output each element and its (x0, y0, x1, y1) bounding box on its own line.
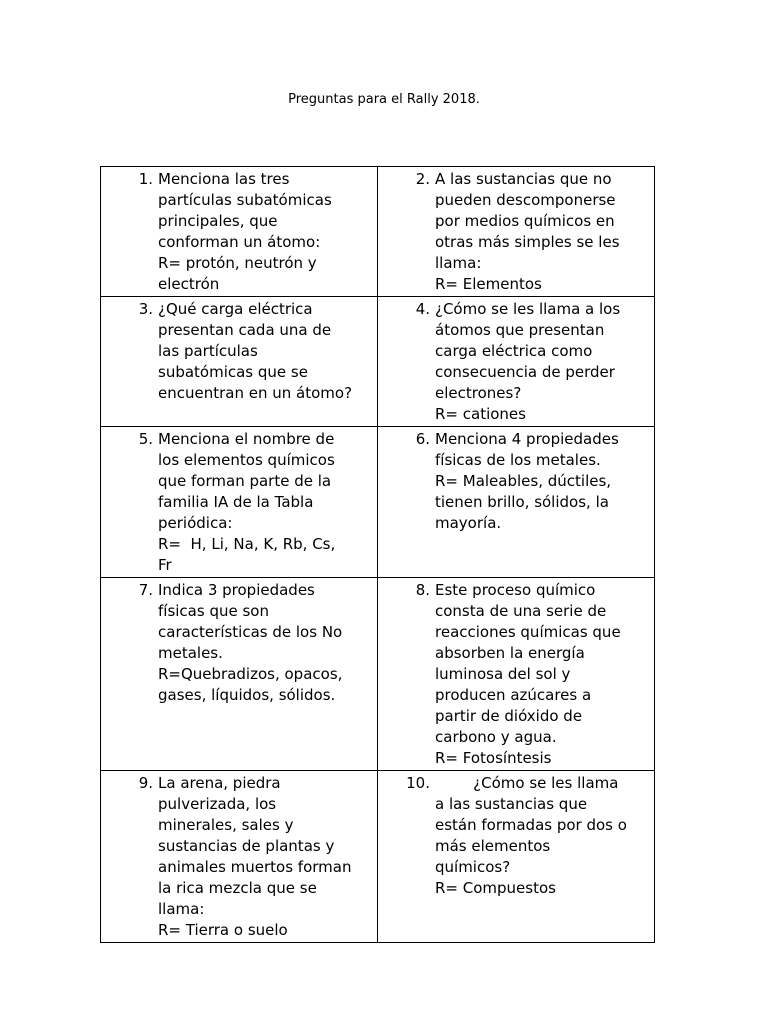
question-line: A las sustancias que no (435, 170, 612, 188)
question-line: ¿Qué carga eléctrica (158, 300, 313, 318)
question-line: Menciona el nombre de (158, 430, 335, 448)
question-text (430, 580, 650, 769)
question-text (153, 580, 373, 706)
question-line: La arena, piedra (158, 774, 281, 792)
question-text (430, 773, 650, 899)
question-line: R=Quebradizos, opacos, (158, 665, 343, 683)
table-row (101, 167, 655, 297)
question-line: minerales, sales y (158, 816, 294, 834)
question-line: llama: (158, 900, 205, 918)
question-line: absorben la energía (435, 644, 585, 662)
question-number: 5. (138, 430, 153, 448)
question-cell (378, 297, 655, 427)
question-number: 7. (138, 581, 153, 599)
question-number: 10. (406, 774, 430, 792)
question-line: químicos? (435, 858, 511, 876)
question-line: ¿Cómo se les llama (435, 774, 619, 792)
question-number: 9. (138, 774, 153, 792)
questions-table (100, 166, 655, 943)
question-line: producen azúcares a (435, 686, 592, 704)
question-line: R= Maleables, dúctiles, (435, 472, 612, 490)
question-line: pueden descomponerse (435, 191, 616, 209)
question-line: familia IA de la Tabla (158, 493, 314, 511)
question-line: R= H, Li, Na, K, Rb, Cs, (158, 535, 336, 553)
question-line: subatómicas que se (158, 363, 308, 381)
question-line: carga eléctrica como (435, 342, 593, 360)
question-line: están formadas por dos o (435, 816, 627, 834)
question-line: animales muertos forman (158, 858, 352, 876)
question-text (153, 429, 373, 576)
question-line: físicas que son (158, 602, 269, 620)
question-line: por medios químicos en (435, 212, 615, 230)
question-line: presentan cada una de (158, 321, 332, 339)
question-line: que forman parte de la (158, 472, 332, 490)
question-line: partículas subatómicas (158, 191, 332, 209)
question-line: conforman un átomo: (158, 233, 321, 251)
question-line: consecuencia de perder (435, 363, 615, 381)
question-line: metales. (158, 644, 223, 662)
question-line: partir de dióxido de (435, 707, 583, 725)
question-line: físicas de los metales. (435, 451, 601, 469)
question-cell (378, 771, 655, 943)
question-line: átomos que presentan (435, 321, 605, 339)
question-line: carbono y agua. (435, 728, 557, 746)
question-text (430, 299, 650, 425)
question-line: más elementos (435, 837, 551, 855)
question-number: 4. (415, 300, 430, 318)
question-cell (378, 427, 655, 578)
question-line: Indica 3 propiedades (158, 581, 315, 599)
question-number: 3. (138, 300, 153, 318)
question-cell (101, 297, 378, 427)
question-text (430, 429, 650, 534)
table-row (101, 578, 655, 771)
question-text (153, 773, 373, 941)
question-line: encuentran en un átomo? (158, 384, 353, 402)
question-line: tienen brillo, sólidos, la (435, 493, 609, 511)
question-line: la rica mezcla que se (158, 879, 317, 897)
question-line: llama: (435, 254, 482, 272)
question-line: características de los No (158, 623, 343, 641)
question-line: Fr (158, 556, 172, 574)
question-line: principales, que (158, 212, 278, 230)
question-cell (101, 771, 378, 943)
question-text (153, 169, 373, 295)
question-line: gases, líquidos, sólidos. (158, 686, 336, 704)
question-cell (101, 578, 378, 771)
question-text (430, 169, 650, 295)
question-cell (101, 427, 378, 578)
table-row (101, 297, 655, 427)
question-line: ¿Cómo se les llama a los (435, 300, 621, 318)
question-line: R= Elementos (435, 275, 542, 293)
question-cell (378, 167, 655, 297)
question-line: Este proceso químico (435, 581, 596, 599)
question-line: periódica: (158, 514, 233, 532)
question-number: 6. (415, 430, 430, 448)
question-cell (378, 578, 655, 771)
question-line: Menciona las tres (158, 170, 290, 188)
question-text (153, 299, 373, 404)
document-title: Preguntas para el Rally 2018. (288, 92, 480, 107)
question-number: 8. (415, 581, 430, 599)
question-line: Menciona 4 propiedades (435, 430, 619, 448)
question-line: mayoría. (435, 514, 502, 532)
question-line: otras más simples se les (435, 233, 620, 251)
question-line: luminosa del sol y (435, 665, 571, 683)
question-line: R= Compuestos (435, 879, 556, 897)
table-row (101, 427, 655, 578)
question-line: pulverizada, los (158, 795, 277, 813)
question-line: R= protón, neutrón y (158, 254, 317, 272)
question-line: electrones? (435, 384, 522, 402)
question-line: reacciones químicas que (435, 623, 621, 641)
question-cell (101, 167, 378, 297)
question-number: 2. (415, 170, 430, 188)
question-line: las partículas (158, 342, 258, 360)
question-line: consta de una serie de (435, 602, 607, 620)
question-line: los elementos químicos (158, 451, 335, 469)
question-line: a las sustancias que (435, 795, 588, 813)
question-line: sustancias de plantas y (158, 837, 335, 855)
table-row (101, 771, 655, 943)
question-line: R= Tierra o suelo (158, 921, 288, 939)
question-line: R= cationes (435, 405, 526, 423)
question-number: 1. (138, 170, 153, 188)
question-line: electrón (158, 275, 220, 293)
question-line: R= Fotosíntesis (435, 749, 552, 767)
